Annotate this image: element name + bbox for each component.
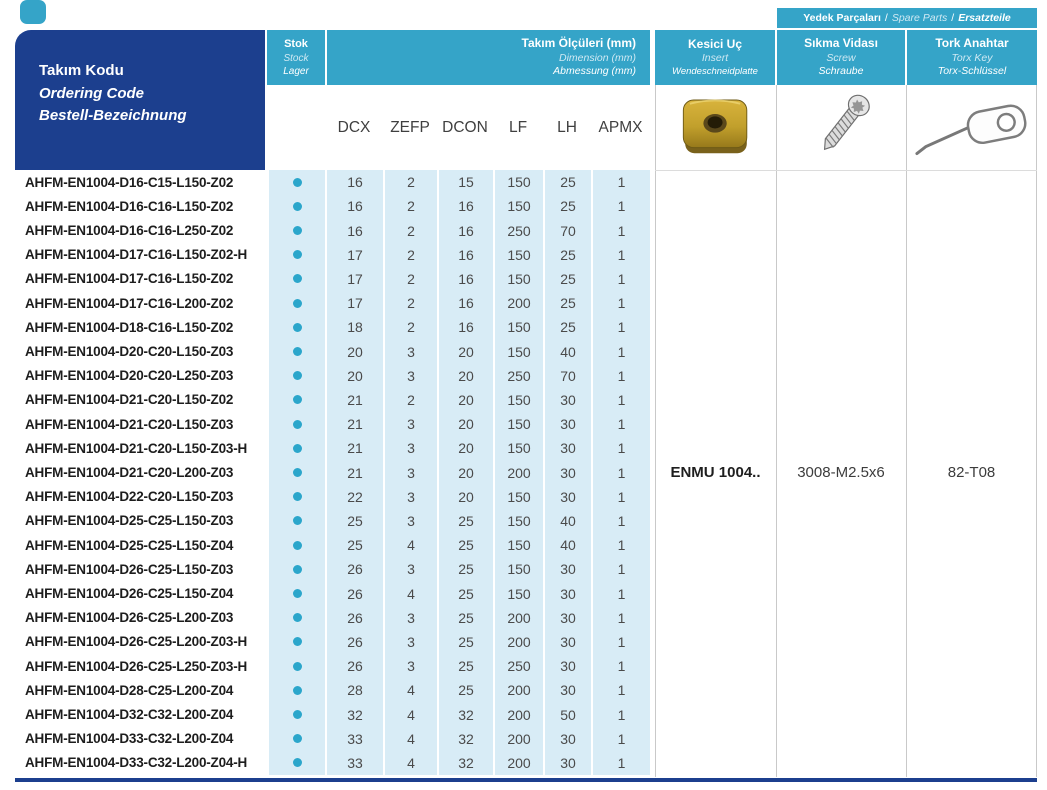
stock-cell xyxy=(267,581,325,605)
zefp-cell: 3 xyxy=(383,606,437,630)
dcx-cell: 21 xyxy=(325,388,383,412)
zefp-cell: 2 xyxy=(383,315,437,339)
lf-cell: 150 xyxy=(493,315,543,339)
apmx-cell: 1 xyxy=(591,194,650,218)
apmx-cell: 1 xyxy=(591,412,650,436)
dcx-cell: 21 xyxy=(325,436,383,460)
table-row xyxy=(15,412,650,436)
apmx-cell: 1 xyxy=(591,581,650,605)
lf-cell: 150 xyxy=(493,412,543,436)
stock-label-de: Lager xyxy=(283,65,309,77)
table-row xyxy=(15,291,650,315)
stock-dot xyxy=(293,758,302,767)
stock-dot xyxy=(293,371,302,380)
stock-cell xyxy=(267,436,325,460)
dimension-column-label: LF xyxy=(508,118,528,136)
zefp-cell: 3 xyxy=(383,557,437,581)
lf-cell: 150 xyxy=(493,581,543,605)
dcx-cell: 17 xyxy=(325,291,383,315)
spare-parts-label-tr: Yedek Parçaları xyxy=(803,12,881,24)
ordering-code-cell: AHFM-EN1004-D16-C15-L150-Z02 xyxy=(15,170,267,194)
dcon-cell: 25 xyxy=(437,630,493,654)
insert-label-en: Insert xyxy=(701,52,729,65)
lf-cell: 150 xyxy=(493,436,543,460)
ordering-code-cell: AHFM-EN1004-D21-C20-L150-Z03 xyxy=(15,412,267,436)
stock-dot xyxy=(293,250,302,259)
dcx-cell: 20 xyxy=(325,364,383,388)
dcon-cell: 32 xyxy=(437,727,493,751)
stock-dot xyxy=(293,395,302,404)
apmx-cell: 1 xyxy=(591,606,650,630)
ordering-code-cell: AHFM-EN1004-D20-C20-L250-Z03 xyxy=(15,364,267,388)
table-row xyxy=(15,606,650,630)
zefp-cell: 3 xyxy=(383,436,437,460)
ordering-code-cell: AHFM-EN1004-D33-C32-L200-Z04 xyxy=(15,727,267,751)
table-row xyxy=(15,170,650,194)
stock-cell xyxy=(267,339,325,363)
stock-label-tr: Stok xyxy=(284,38,308,51)
table-body xyxy=(15,170,650,775)
stock-dot xyxy=(293,589,302,598)
lh-cell: 30 xyxy=(543,678,591,702)
bottom-border xyxy=(15,778,1037,782)
dcx-cell: 28 xyxy=(325,678,383,702)
dcon-cell: 20 xyxy=(437,364,493,388)
lf-cell: 200 xyxy=(493,727,543,751)
torx-label-tr: Tork Anahtar xyxy=(935,36,1009,51)
ordering-code-title-en: Ordering Code xyxy=(39,84,145,102)
dcon-cell: 20 xyxy=(437,412,493,436)
zefp-cell: 3 xyxy=(383,630,437,654)
ordering-code-cell: AHFM-EN1004-D26-C25-L150-Z03 xyxy=(15,557,267,581)
apmx-cell: 1 xyxy=(591,751,650,775)
stock-cell xyxy=(267,630,325,654)
stock-cell xyxy=(267,243,325,267)
stock-dot xyxy=(293,734,302,743)
table-row xyxy=(15,678,650,702)
apmx-cell: 1 xyxy=(591,339,650,363)
lh-cell: 70 xyxy=(543,364,591,388)
dcon-cell: 25 xyxy=(437,606,493,630)
spare-parts-label-en: Spare Parts xyxy=(891,12,948,24)
table-row xyxy=(15,485,650,509)
lf-cell: 150 xyxy=(493,170,543,194)
stock-cell xyxy=(267,485,325,509)
ordering-code-cell: AHFM-EN1004-D26-C25-L250-Z03-H xyxy=(15,654,267,678)
stock-cell xyxy=(267,315,325,339)
lf-cell: 150 xyxy=(493,533,543,557)
dcx-cell: 26 xyxy=(325,630,383,654)
stock-cell xyxy=(267,678,325,702)
stock-dot xyxy=(293,710,302,719)
dcx-cell: 33 xyxy=(325,727,383,751)
dcon-cell: 16 xyxy=(437,267,493,291)
header-body-divider xyxy=(655,170,1037,171)
lh-cell: 40 xyxy=(543,509,591,533)
ordering-code-header xyxy=(15,30,265,170)
stock-cell xyxy=(267,267,325,291)
ordering-code-cell: AHFM-EN1004-D26-C25-L200-Z03-H xyxy=(15,630,267,654)
ordering-code-cell: AHFM-EN1004-D21-C20-L150-Z02 xyxy=(15,388,267,412)
lf-cell: 250 xyxy=(493,364,543,388)
dcon-cell: 25 xyxy=(437,581,493,605)
stock-cell xyxy=(267,751,325,775)
lh-cell: 25 xyxy=(543,243,591,267)
apmx-cell: 1 xyxy=(591,727,650,751)
lh-cell: 25 xyxy=(543,194,591,218)
stock-column-header xyxy=(267,30,325,85)
zefp-cell: 3 xyxy=(383,509,437,533)
insert-designation: ENMU 1004.. xyxy=(670,464,761,481)
lh-cell: 30 xyxy=(543,388,591,412)
lf-cell: 200 xyxy=(493,291,543,315)
lh-cell: 40 xyxy=(543,533,591,557)
lh-cell: 25 xyxy=(543,291,591,315)
lf-cell: 150 xyxy=(493,557,543,581)
zefp-cell: 2 xyxy=(383,170,437,194)
apmx-cell: 1 xyxy=(591,557,650,581)
lh-cell: 25 xyxy=(543,315,591,339)
stock-dot xyxy=(293,299,302,308)
ordering-code-cell: AHFM-EN1004-D25-C25-L150-Z04 xyxy=(15,533,267,557)
stock-dot xyxy=(293,323,302,332)
apmx-cell: 1 xyxy=(591,533,650,557)
torx-key-photo xyxy=(908,92,1035,164)
stock-dot xyxy=(293,226,302,235)
screw-designation: 3008-M2.5x6 xyxy=(797,464,885,481)
lf-cell: 200 xyxy=(493,460,543,484)
apmx-cell: 1 xyxy=(591,485,650,509)
zefp-cell: 2 xyxy=(383,267,437,291)
screw-column-header xyxy=(777,30,905,85)
zefp-cell: 4 xyxy=(383,702,437,726)
dcon-cell: 32 xyxy=(437,702,493,726)
apmx-cell: 1 xyxy=(591,170,650,194)
lh-cell: 30 xyxy=(543,412,591,436)
dcx-cell: 33 xyxy=(325,751,383,775)
table-row xyxy=(15,267,650,291)
dcx-cell: 26 xyxy=(325,606,383,630)
dcx-cell: 16 xyxy=(325,218,383,242)
dcon-cell: 25 xyxy=(437,678,493,702)
stock-dot xyxy=(293,662,302,671)
zefp-cell: 3 xyxy=(383,485,437,509)
dcx-cell: 22 xyxy=(325,485,383,509)
ordering-code-title-tr: Takım Kodu xyxy=(39,62,124,79)
dcon-cell: 16 xyxy=(437,243,493,267)
dcx-cell: 26 xyxy=(325,654,383,678)
ordering-code-cell: AHFM-EN1004-D26-C25-L200-Z03 xyxy=(15,606,267,630)
table-row xyxy=(15,509,650,533)
zefp-cell: 4 xyxy=(383,751,437,775)
corner-tab-decoration xyxy=(20,0,46,24)
separator: / xyxy=(951,12,955,24)
lh-cell: 30 xyxy=(543,557,591,581)
zefp-cell: 4 xyxy=(383,678,437,702)
zefp-cell: 3 xyxy=(383,364,437,388)
ordering-code-cell: AHFM-EN1004-D20-C20-L150-Z03 xyxy=(15,339,267,363)
ordering-code-cell: AHFM-EN1004-D25-C25-L150-Z03 xyxy=(15,509,267,533)
table-row xyxy=(15,243,650,267)
apmx-cell: 1 xyxy=(591,509,650,533)
lf-cell: 200 xyxy=(493,606,543,630)
table-row xyxy=(15,364,650,388)
torx-label-de: Torx-Schlüssel xyxy=(937,65,1007,78)
zefp-cell: 2 xyxy=(383,218,437,242)
lf-cell: 250 xyxy=(493,654,543,678)
stock-cell xyxy=(267,194,325,218)
apmx-cell: 1 xyxy=(591,364,650,388)
dimension-column-label: ZEFP xyxy=(390,118,430,136)
zefp-cell: 4 xyxy=(383,581,437,605)
table-row xyxy=(15,218,650,242)
stock-cell xyxy=(267,557,325,581)
dcx-cell: 17 xyxy=(325,267,383,291)
lf-cell: 150 xyxy=(493,388,543,412)
lh-cell: 30 xyxy=(543,727,591,751)
dcon-cell: 20 xyxy=(437,388,493,412)
lf-cell: 150 xyxy=(493,194,543,218)
table-row xyxy=(15,436,650,460)
stock-dot xyxy=(293,565,302,574)
milling-insert-photo xyxy=(659,87,772,169)
table-row xyxy=(15,630,650,654)
zefp-cell: 4 xyxy=(383,727,437,751)
stock-cell xyxy=(267,291,325,315)
stock-dot xyxy=(293,347,302,356)
dcon-cell: 25 xyxy=(437,509,493,533)
dimensions-label-en: Dimension (mm) xyxy=(558,51,636,64)
ordering-code-cell: AHFM-EN1004-D28-C25-L200-Z04 xyxy=(15,678,267,702)
stock-dot xyxy=(293,202,302,211)
lf-cell: 150 xyxy=(493,339,543,363)
stock-dot xyxy=(293,492,302,501)
ordering-code-cell: AHFM-EN1004-D33-C32-L200-Z04-H xyxy=(15,751,267,775)
screw-label-en: Screw xyxy=(826,51,856,64)
zefp-cell: 3 xyxy=(383,339,437,363)
stock-cell xyxy=(267,218,325,242)
stock-cell xyxy=(267,727,325,751)
stock-cell xyxy=(267,509,325,533)
table-row xyxy=(15,557,650,581)
stock-cell xyxy=(267,170,325,194)
dimension-column-label: APMX xyxy=(598,118,643,136)
stock-cell xyxy=(267,460,325,484)
dcon-cell: 16 xyxy=(437,218,493,242)
dcx-cell: 16 xyxy=(325,194,383,218)
spare-parts-label-de: Ersatzteile xyxy=(958,12,1011,24)
ordering-code-cell: AHFM-EN1004-D16-C16-L250-Z02 xyxy=(15,218,267,242)
dcon-cell: 32 xyxy=(437,751,493,775)
stock-dot xyxy=(293,420,302,429)
stock-dot xyxy=(293,468,302,477)
dimensions-label-tr: Takım Ölçüleri (mm) xyxy=(521,36,636,51)
apmx-cell: 1 xyxy=(591,315,650,339)
insert-label-de: Wendeschneidplatte xyxy=(672,65,758,77)
torx-key-designation: 82-T08 xyxy=(947,464,996,481)
lf-cell: 150 xyxy=(493,267,543,291)
ordering-code-cell: AHFM-EN1004-D18-C16-L150-Z02 xyxy=(15,315,267,339)
table-row xyxy=(15,194,650,218)
lh-cell: 70 xyxy=(543,218,591,242)
apmx-cell: 1 xyxy=(591,654,650,678)
apmx-cell: 1 xyxy=(591,702,650,726)
lf-cell: 200 xyxy=(493,702,543,726)
apmx-cell: 1 xyxy=(591,388,650,412)
table-row xyxy=(15,751,650,775)
zefp-cell: 3 xyxy=(383,654,437,678)
lf-cell: 150 xyxy=(493,509,543,533)
column-divider xyxy=(1036,85,1037,777)
insert-label-tr: Kesici Uç xyxy=(687,36,743,51)
dcx-cell: 32 xyxy=(325,702,383,726)
table-row xyxy=(15,727,650,751)
table-row xyxy=(15,315,650,339)
lh-cell: 30 xyxy=(543,460,591,484)
zefp-cell: 3 xyxy=(383,460,437,484)
stock-cell xyxy=(267,606,325,630)
dcx-cell: 25 xyxy=(325,533,383,557)
stock-label-en: Stock xyxy=(283,52,309,64)
ordering-code-cell: AHFM-EN1004-D17-C16-L150-Z02-H xyxy=(15,243,267,267)
ordering-code-cell: AHFM-EN1004-D32-C32-L200-Z04 xyxy=(15,702,267,726)
stock-dot xyxy=(293,178,302,187)
dcx-cell: 20 xyxy=(325,339,383,363)
zefp-cell: 3 xyxy=(383,412,437,436)
dcx-cell: 21 xyxy=(325,460,383,484)
stock-dot xyxy=(293,516,302,525)
dcx-cell: 21 xyxy=(325,412,383,436)
stock-dot xyxy=(293,637,302,646)
dcon-cell: 20 xyxy=(437,339,493,363)
table-row xyxy=(15,533,650,557)
torx-column-header xyxy=(907,30,1037,85)
apmx-cell: 1 xyxy=(591,243,650,267)
zefp-cell: 2 xyxy=(383,291,437,315)
lh-cell: 30 xyxy=(543,436,591,460)
dimensions-column-header xyxy=(327,30,650,85)
dcon-cell: 20 xyxy=(437,485,493,509)
table-row xyxy=(15,339,650,363)
stock-cell xyxy=(267,533,325,557)
ordering-code-cell: AHFM-EN1004-D17-C16-L200-Z02 xyxy=(15,291,267,315)
stock-cell xyxy=(267,388,325,412)
dimensions-label-de: Abmessung (mm) xyxy=(553,65,636,78)
lh-cell: 30 xyxy=(543,751,591,775)
clamping-screw-photo xyxy=(779,85,904,169)
dcon-cell: 25 xyxy=(437,557,493,581)
torx-label-en: Torx Key xyxy=(951,51,993,64)
dcon-cell: 16 xyxy=(437,194,493,218)
stock-cell xyxy=(267,654,325,678)
zefp-cell: 2 xyxy=(383,388,437,412)
stock-dot xyxy=(293,541,302,550)
dcx-cell: 25 xyxy=(325,509,383,533)
apmx-cell: 1 xyxy=(591,678,650,702)
lh-cell: 25 xyxy=(543,170,591,194)
dcx-cell: 17 xyxy=(325,243,383,267)
dcon-cell: 20 xyxy=(437,436,493,460)
lf-cell: 200 xyxy=(493,678,543,702)
zefp-cell: 4 xyxy=(383,533,437,557)
insert-column-header xyxy=(655,30,775,85)
lh-cell: 50 xyxy=(543,702,591,726)
dcx-cell: 26 xyxy=(325,581,383,605)
lh-cell: 30 xyxy=(543,630,591,654)
dcon-cell: 25 xyxy=(437,654,493,678)
ordering-code-cell: AHFM-EN1004-D16-C16-L150-Z02 xyxy=(15,194,267,218)
stock-cell xyxy=(267,364,325,388)
dcon-cell: 20 xyxy=(437,460,493,484)
stock-dot xyxy=(293,274,302,283)
stock-dot xyxy=(293,686,302,695)
dcx-cell: 16 xyxy=(325,170,383,194)
separator: / xyxy=(884,12,888,24)
stock-cell xyxy=(267,702,325,726)
apmx-cell: 1 xyxy=(591,218,650,242)
ordering-code-cell: AHFM-EN1004-D26-C25-L150-Z04 xyxy=(15,581,267,605)
lh-cell: 30 xyxy=(543,581,591,605)
ordering-code-cell: AHFM-EN1004-D22-C20-L150-Z03 xyxy=(15,485,267,509)
dimension-column-label: DCON xyxy=(442,118,488,136)
table-row xyxy=(15,460,650,484)
dcx-cell: 26 xyxy=(325,557,383,581)
lh-cell: 40 xyxy=(543,339,591,363)
spare-parts-header xyxy=(777,8,1037,28)
apmx-cell: 1 xyxy=(591,291,650,315)
dcon-cell: 16 xyxy=(437,315,493,339)
dcx-cell: 18 xyxy=(325,315,383,339)
stock-cell xyxy=(267,412,325,436)
dimension-column-label: DCX xyxy=(337,118,371,136)
table-row xyxy=(15,702,650,726)
lf-cell: 150 xyxy=(493,485,543,509)
stock-dot xyxy=(293,613,302,622)
apmx-cell: 1 xyxy=(591,630,650,654)
zefp-cell: 2 xyxy=(383,243,437,267)
stock-dot xyxy=(293,444,302,453)
dcon-cell: 25 xyxy=(437,533,493,557)
lf-cell: 200 xyxy=(493,751,543,775)
apmx-cell: 1 xyxy=(591,436,650,460)
table-row xyxy=(15,581,650,605)
lh-cell: 30 xyxy=(543,606,591,630)
screw-label-de: Schraube xyxy=(818,65,864,78)
table-row xyxy=(15,654,650,678)
lf-cell: 150 xyxy=(493,243,543,267)
table-row xyxy=(15,388,650,412)
dcon-cell: 15 xyxy=(437,170,493,194)
lf-cell: 250 xyxy=(493,218,543,242)
dcon-cell: 16 xyxy=(437,291,493,315)
lf-cell: 200 xyxy=(493,630,543,654)
lh-cell: 30 xyxy=(543,654,591,678)
apmx-cell: 1 xyxy=(591,267,650,291)
ordering-code-cell: AHFM-EN1004-D21-C20-L200-Z03 xyxy=(15,460,267,484)
ordering-code-title-de: Bestell-Bezeichnung xyxy=(39,107,187,124)
lh-cell: 30 xyxy=(543,485,591,509)
apmx-cell: 1 xyxy=(591,460,650,484)
ordering-code-cell: AHFM-EN1004-D17-C16-L150-Z02 xyxy=(15,267,267,291)
lh-cell: 25 xyxy=(543,267,591,291)
screw-label-tr: Sıkma Vidası xyxy=(804,36,878,51)
dimension-column-label: LH xyxy=(557,118,577,136)
zefp-cell: 2 xyxy=(383,194,437,218)
ordering-code-cell: AHFM-EN1004-D21-C20-L150-Z03-H xyxy=(15,436,267,460)
